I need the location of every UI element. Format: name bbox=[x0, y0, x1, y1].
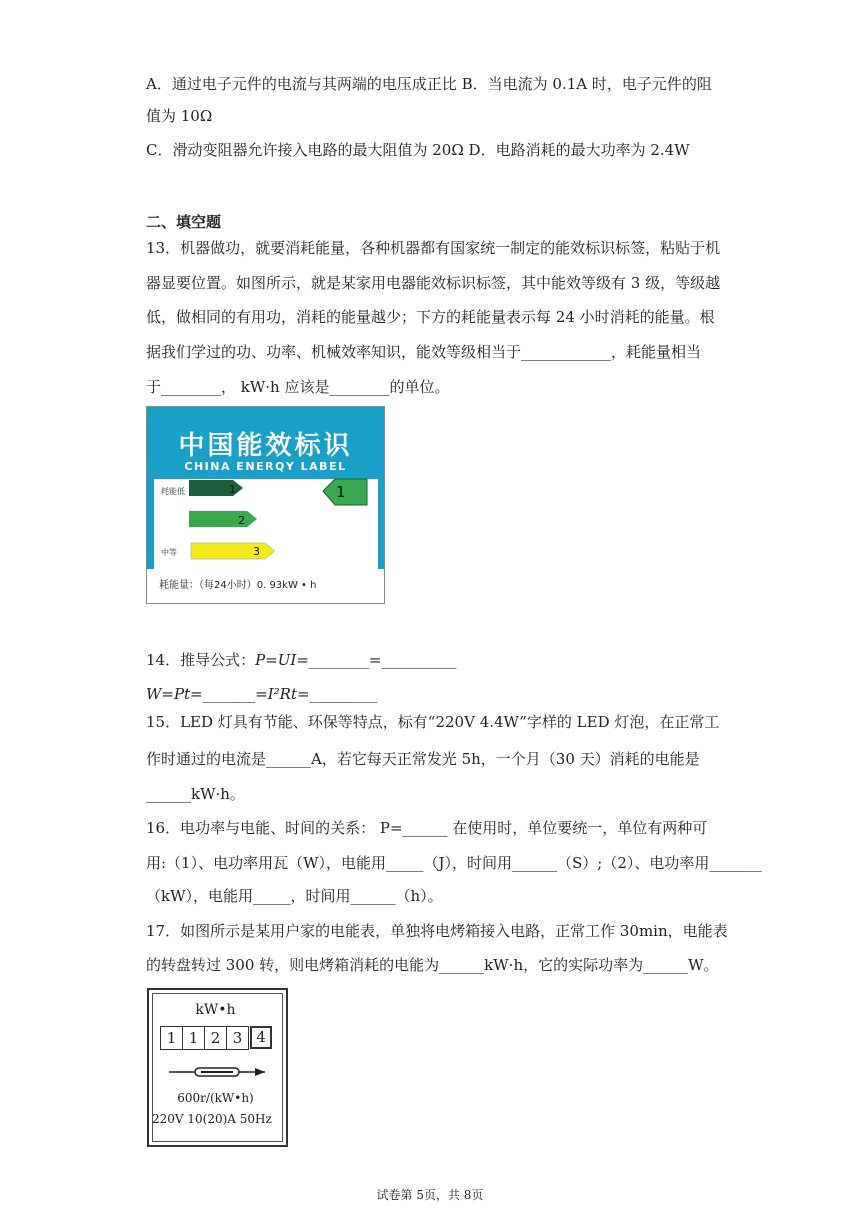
grade-arrow-2-number: 2 bbox=[238, 514, 245, 527]
q13-line-1: 13．机器做功，就要消耗能量，各种机器都有国家统一制定的能效标识标签，粘贴于机 bbox=[146, 239, 721, 257]
q13-line-4: 据我们学过的功、功率、机械效率知识，能效等级相当于____________，耗能量相当 bbox=[146, 343, 702, 361]
q12-option-line-3: C．滑动变阻器允许接入电路的最大阻值为 20Ω D．电路消耗的最大功率为 2.4W bbox=[146, 141, 690, 159]
q14-line-1 bbox=[146, 650, 456, 670]
section-title: 二、填空题 bbox=[146, 213, 222, 231]
meter-disc-icon bbox=[167, 1062, 267, 1082]
q12-option-line-2: 值为 10Ω bbox=[146, 107, 213, 125]
q17-line-2: 的转盘转过 300 转，则电烤箱消耗的电能为______kW·h，它的实际功率为______W。 bbox=[146, 956, 719, 974]
q14-formula-1: P=UI=________=__________ bbox=[255, 651, 457, 669]
q17-line-1: 17．如图所示是某用户家的电能表，单独将电烤箱接入电路，正常工作 30min，电能表 bbox=[146, 922, 728, 940]
medium-label: 中等 bbox=[161, 548, 177, 557]
page-footer: 试卷第 5页，共 8页 bbox=[376, 1188, 484, 1202]
meter-digit: 3 bbox=[226, 1026, 249, 1050]
meter-reading bbox=[160, 1026, 271, 1050]
q16-line-3: （kW），电能用_____，时间用______（h）。 bbox=[146, 887, 443, 905]
grade-arrow-2 bbox=[189, 511, 257, 527]
current-grade-number: 1 bbox=[336, 483, 346, 501]
q13-line-2: 器显要位置。如图所示，就是某家用电器能效标识标签，其中能效等级有 3 级，等级越 bbox=[146, 274, 721, 292]
meter-digit-decimal: 4 bbox=[250, 1026, 272, 1049]
label-title-cn: 中国能效标识 bbox=[178, 431, 353, 461]
q14-prefix: 14．推导公式： bbox=[146, 651, 256, 669]
meter-digit: 1 bbox=[182, 1026, 205, 1050]
q16-line-1: 16．电功率与电能、时间的关系： P=______ 在使用时，单位要统一，单位有两种可 bbox=[146, 819, 708, 837]
q13-line-3: 低，做相同的有用功，消耗的能量越少；下方的耗能量表示每 24 小时消耗的能量。根 bbox=[146, 308, 715, 326]
label-title-en: CHINA ENERQY LABEL bbox=[184, 460, 347, 473]
q12-option-line-1: A．通过电子元件的电流与其两端的电压成正比 B．当电流为 0.1A 时，电子元件的阻 bbox=[146, 75, 712, 93]
grade-arrow-3 bbox=[191, 543, 275, 559]
grade-arrows bbox=[147, 407, 384, 569]
q13-line-5: 于________， kW·h 应该是________的单位。 bbox=[146, 378, 450, 396]
meter-digit: 1 bbox=[160, 1026, 183, 1050]
q15-line-1: 15．LED 灯具有节能、环保等特点，标有“220V 4.4W”字样的 LED 灯泡，在正常工 bbox=[146, 713, 720, 731]
q15-line-3: ______kW·h。 bbox=[146, 785, 245, 803]
q14-formula-2: W=Pt=_______=I²Rt=_________ bbox=[146, 685, 378, 703]
low-consumption-label: 耗能低 bbox=[161, 487, 185, 496]
grade-arrow-3-number: 3 bbox=[253, 545, 260, 558]
meter-unit: kW•h bbox=[195, 1002, 236, 1018]
grade-arrow-1-number: 1 bbox=[229, 483, 236, 496]
meter-spec: 220V 10(20)A 50Hz bbox=[152, 1112, 272, 1126]
electricity-meter bbox=[147, 988, 288, 1147]
meter-revolutions: 600r/(kW•h) bbox=[177, 1091, 254, 1105]
q15-line-2: 作时通过的电流是______A，若它每天正常发光 5h，一个月（30 天）消耗的电能是 bbox=[146, 750, 700, 768]
meter-digit: 2 bbox=[204, 1026, 227, 1050]
q16-line-2: 用:（1）、电功率用瓦（W），电能用_____（J），时间用______（S）;（2）、电功率用_______ bbox=[146, 854, 762, 872]
energy-efficiency-label bbox=[146, 406, 385, 604]
energy-consumption: 耗能量：（每24小时）0. 93kW • h bbox=[159, 580, 317, 591]
